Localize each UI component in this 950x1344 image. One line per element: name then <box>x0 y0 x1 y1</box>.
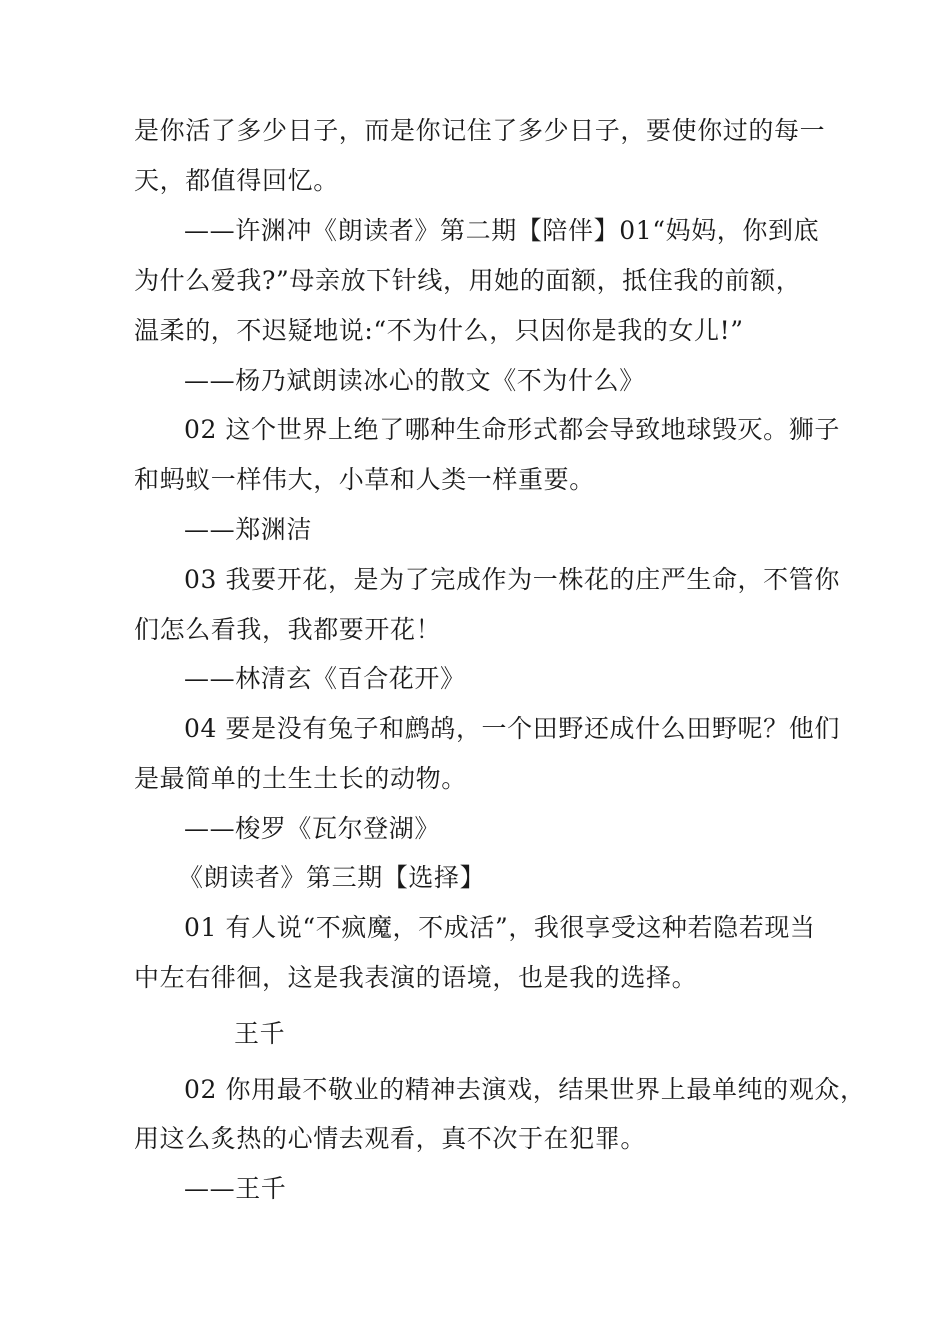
text-line: 为什么爱我?”母亲放下针线，用她的面额，抵住我的前额， <box>134 266 802 295</box>
quote-attribution: ——王千 <box>184 1174 287 1203</box>
quote-attribution: 王千 <box>234 1019 286 1048</box>
quote-attribution: ——郑渊洁 <box>184 515 313 544</box>
text-line: 用这么炙热的心情去观看，真不次于在犯罪。 <box>134 1124 647 1153</box>
text-line: 和蚂蚁一样伟大，小草和人类一样重要。 <box>134 465 595 494</box>
text-line: 天，都值得回忆。 <box>134 166 339 195</box>
text-line: 们怎么看我，我都要开花！ <box>134 615 442 644</box>
text-line: 02 你用最不敬业的精神去演戏，结果世界上最单纯的观众， <box>184 1075 866 1104</box>
quote-attribution: ——杨乃斌朗读冰心的散文《不为什么》 <box>184 366 645 395</box>
quote-attribution: ——许渊冲《朗读者》第二期【陪伴】01“妈妈，你到底 <box>184 216 820 245</box>
text-line: 中左右徘徊，这是我表演的语境，也是我的选择。 <box>134 963 698 992</box>
text-line: 02 这个世界上绝了哪种生命形式都会导致地球毁灭。狮子 <box>184 415 840 444</box>
text-line: 是最简单的土生土长的动物。 <box>134 764 467 793</box>
text-line: 03 我要开花，是为了完成作为一株花的庄严生命，不管你 <box>184 565 840 594</box>
text-line: 01 有人说“不疯魔，不成活”，我很享受这种若隐若现当 <box>184 913 816 942</box>
section-heading: 《朗读者》第三期【选择】 <box>178 863 486 892</box>
quote-attribution: ——梭罗《瓦尔登湖》 <box>184 814 441 843</box>
text-line: 04 要是没有兔子和鹧鸪，一个田野还成什么田野呢？他们 <box>184 714 840 743</box>
quote-attribution: ——林清玄《百合花开》 <box>184 664 466 693</box>
text-line: 是你活了多少日子，而是你记住了多少日子，要使你过的每一 <box>134 116 826 145</box>
text-line: 温柔的，不迟疑地说:“不为什么，只因你是我的女儿!” <box>134 316 744 345</box>
